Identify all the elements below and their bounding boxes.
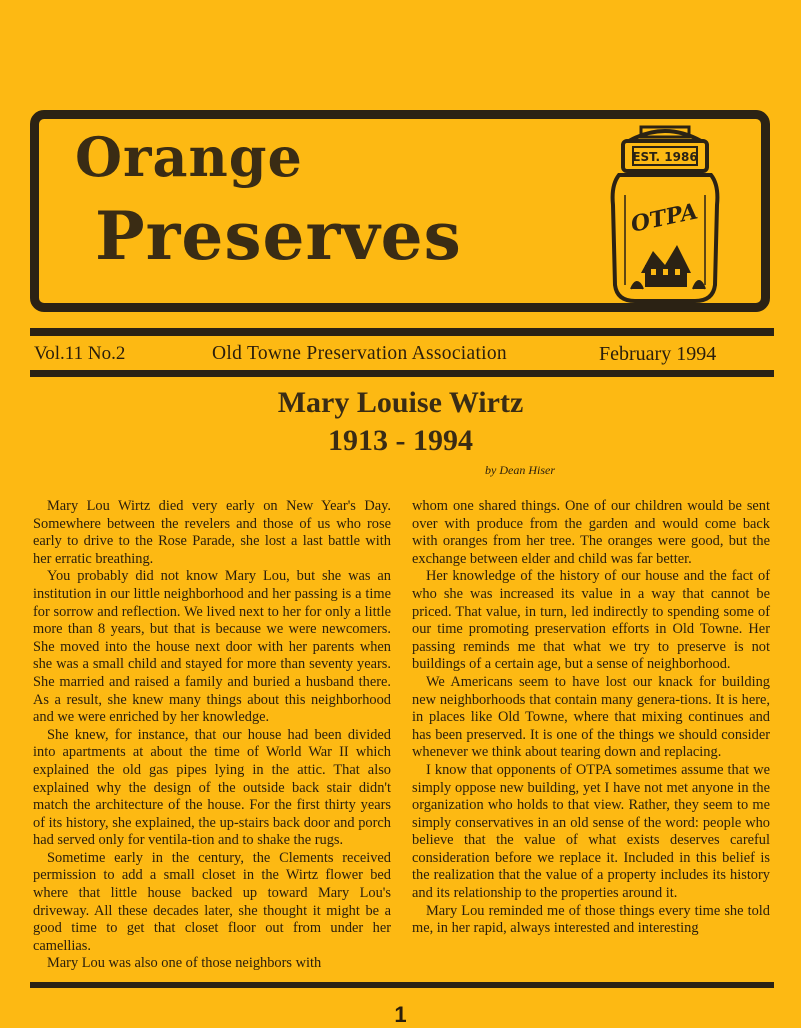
paragraph: I know that opponents of OTPA sometimes assume that we simply oppose new building, yet I have not met anyone in the organization who holds to that view. Rather, they seem to me simply conservatives in an old sense of the word: people who believe that the value of what exists deserves careful consideration before we replace it. Included in this belief is the realization that the value of a property includes its history and its relationship to the properties around it. [412, 761, 770, 902]
issue-number: Vol.11 No.2 [34, 343, 126, 364]
article-left-column [33, 498, 391, 973]
organization-name: Old Towne Preservation Association [212, 343, 507, 364]
masthead [30, 110, 770, 312]
house-icon [631, 245, 705, 289]
paragraph: Mary Lou reminded me of those things every time she told me, in her rapid, always interested and interesting [412, 902, 770, 937]
article-right-column [412, 498, 770, 938]
paragraph: Mary Lou was also one of those neighbors with [47, 955, 322, 972]
footer-rule [30, 982, 774, 988]
jar-est-text: EST. 1986 [632, 150, 698, 164]
article-title: Mary Louise Wirtz [277, 386, 524, 419]
jar-label-text: OTPA [628, 198, 701, 238]
paragraph: Her knowledge of the history of our house and the fact of who she was increased its value in a way that cannot be priced. That value, in turn, led indirectly to spending some of our time promoting preservation efforts in Old Towne. Her passing reminds me that what we try to preserve is not buildings of a certain age, but a sense of neighborhood. [412, 568, 770, 673]
article-byline: by Dean Hiser [485, 463, 555, 477]
paragraph: Mary Lou Wirtz died very early on New Year's Day. Somewhere between the revelers and those of us who rose early to drive to the Rose Parade, she lost a last battle with her erratic breathing. [33, 498, 391, 567]
paragraph: You probably did not know Mary Lou, but she was an institution in our little neighborhood and her passing is a time for sorrow and reflection. We lived next to her for only a little more than 8 years, but that is because we were newcomers. She moved into the house next door with her parents when she was a small child and stayed for more than seventy years. She married and raised a family and buried a husband there. As a result, she knew many things about this neighborhood and we were enriched by her knowledge. [33, 568, 391, 726]
issue-info-bar [34, 339, 758, 369]
preserve-jar-logo [601, 125, 729, 305]
article-dates: 1913 - 1994 [328, 424, 473, 457]
top-rule [30, 328, 774, 336]
paragraph: She knew, for instance, that our house had been divided into apartments at about the time of World War II which explained the old gas pipes lying in the attic. That also explained why the design of the outside back stair didn't match the architecture of the house. For the first thirty years of its history, she explained, the up-stairs back door and porch had served only for ventila-tion and to shake the rugs. [33, 726, 391, 849]
paragraph: whom one shared things. One of our children would be sent over with produce from the garden and would come back with oranges from her tree. The oranges were good, but the exchange between elder and child was far better. [412, 498, 770, 567]
newsletter-title-line1: Orange [75, 125, 303, 189]
page-number: 1 [394, 1002, 407, 1027]
issue-date: February 1994 [599, 343, 717, 365]
paragraph: Sometime early in the century, the Clements received permission to add a small closet in the Wirtz flower bed where that little house backed up toward Mary Lou's driveway. All these decades later, she thought it might be a good time to get that closet floor out from under her camellias. [33, 849, 391, 954]
bottom-rule [30, 370, 774, 377]
newsletter-title-line2: Preserves [95, 197, 462, 275]
paragraph: We Americans seem to have lost our knack for building new neighborhoods that contain many genera-tions. It is here, in places like Old Towne, where that mixing continues and has been preserved. It is one of the things we should consider whenever we think about tearing down and replacing. [412, 673, 770, 761]
